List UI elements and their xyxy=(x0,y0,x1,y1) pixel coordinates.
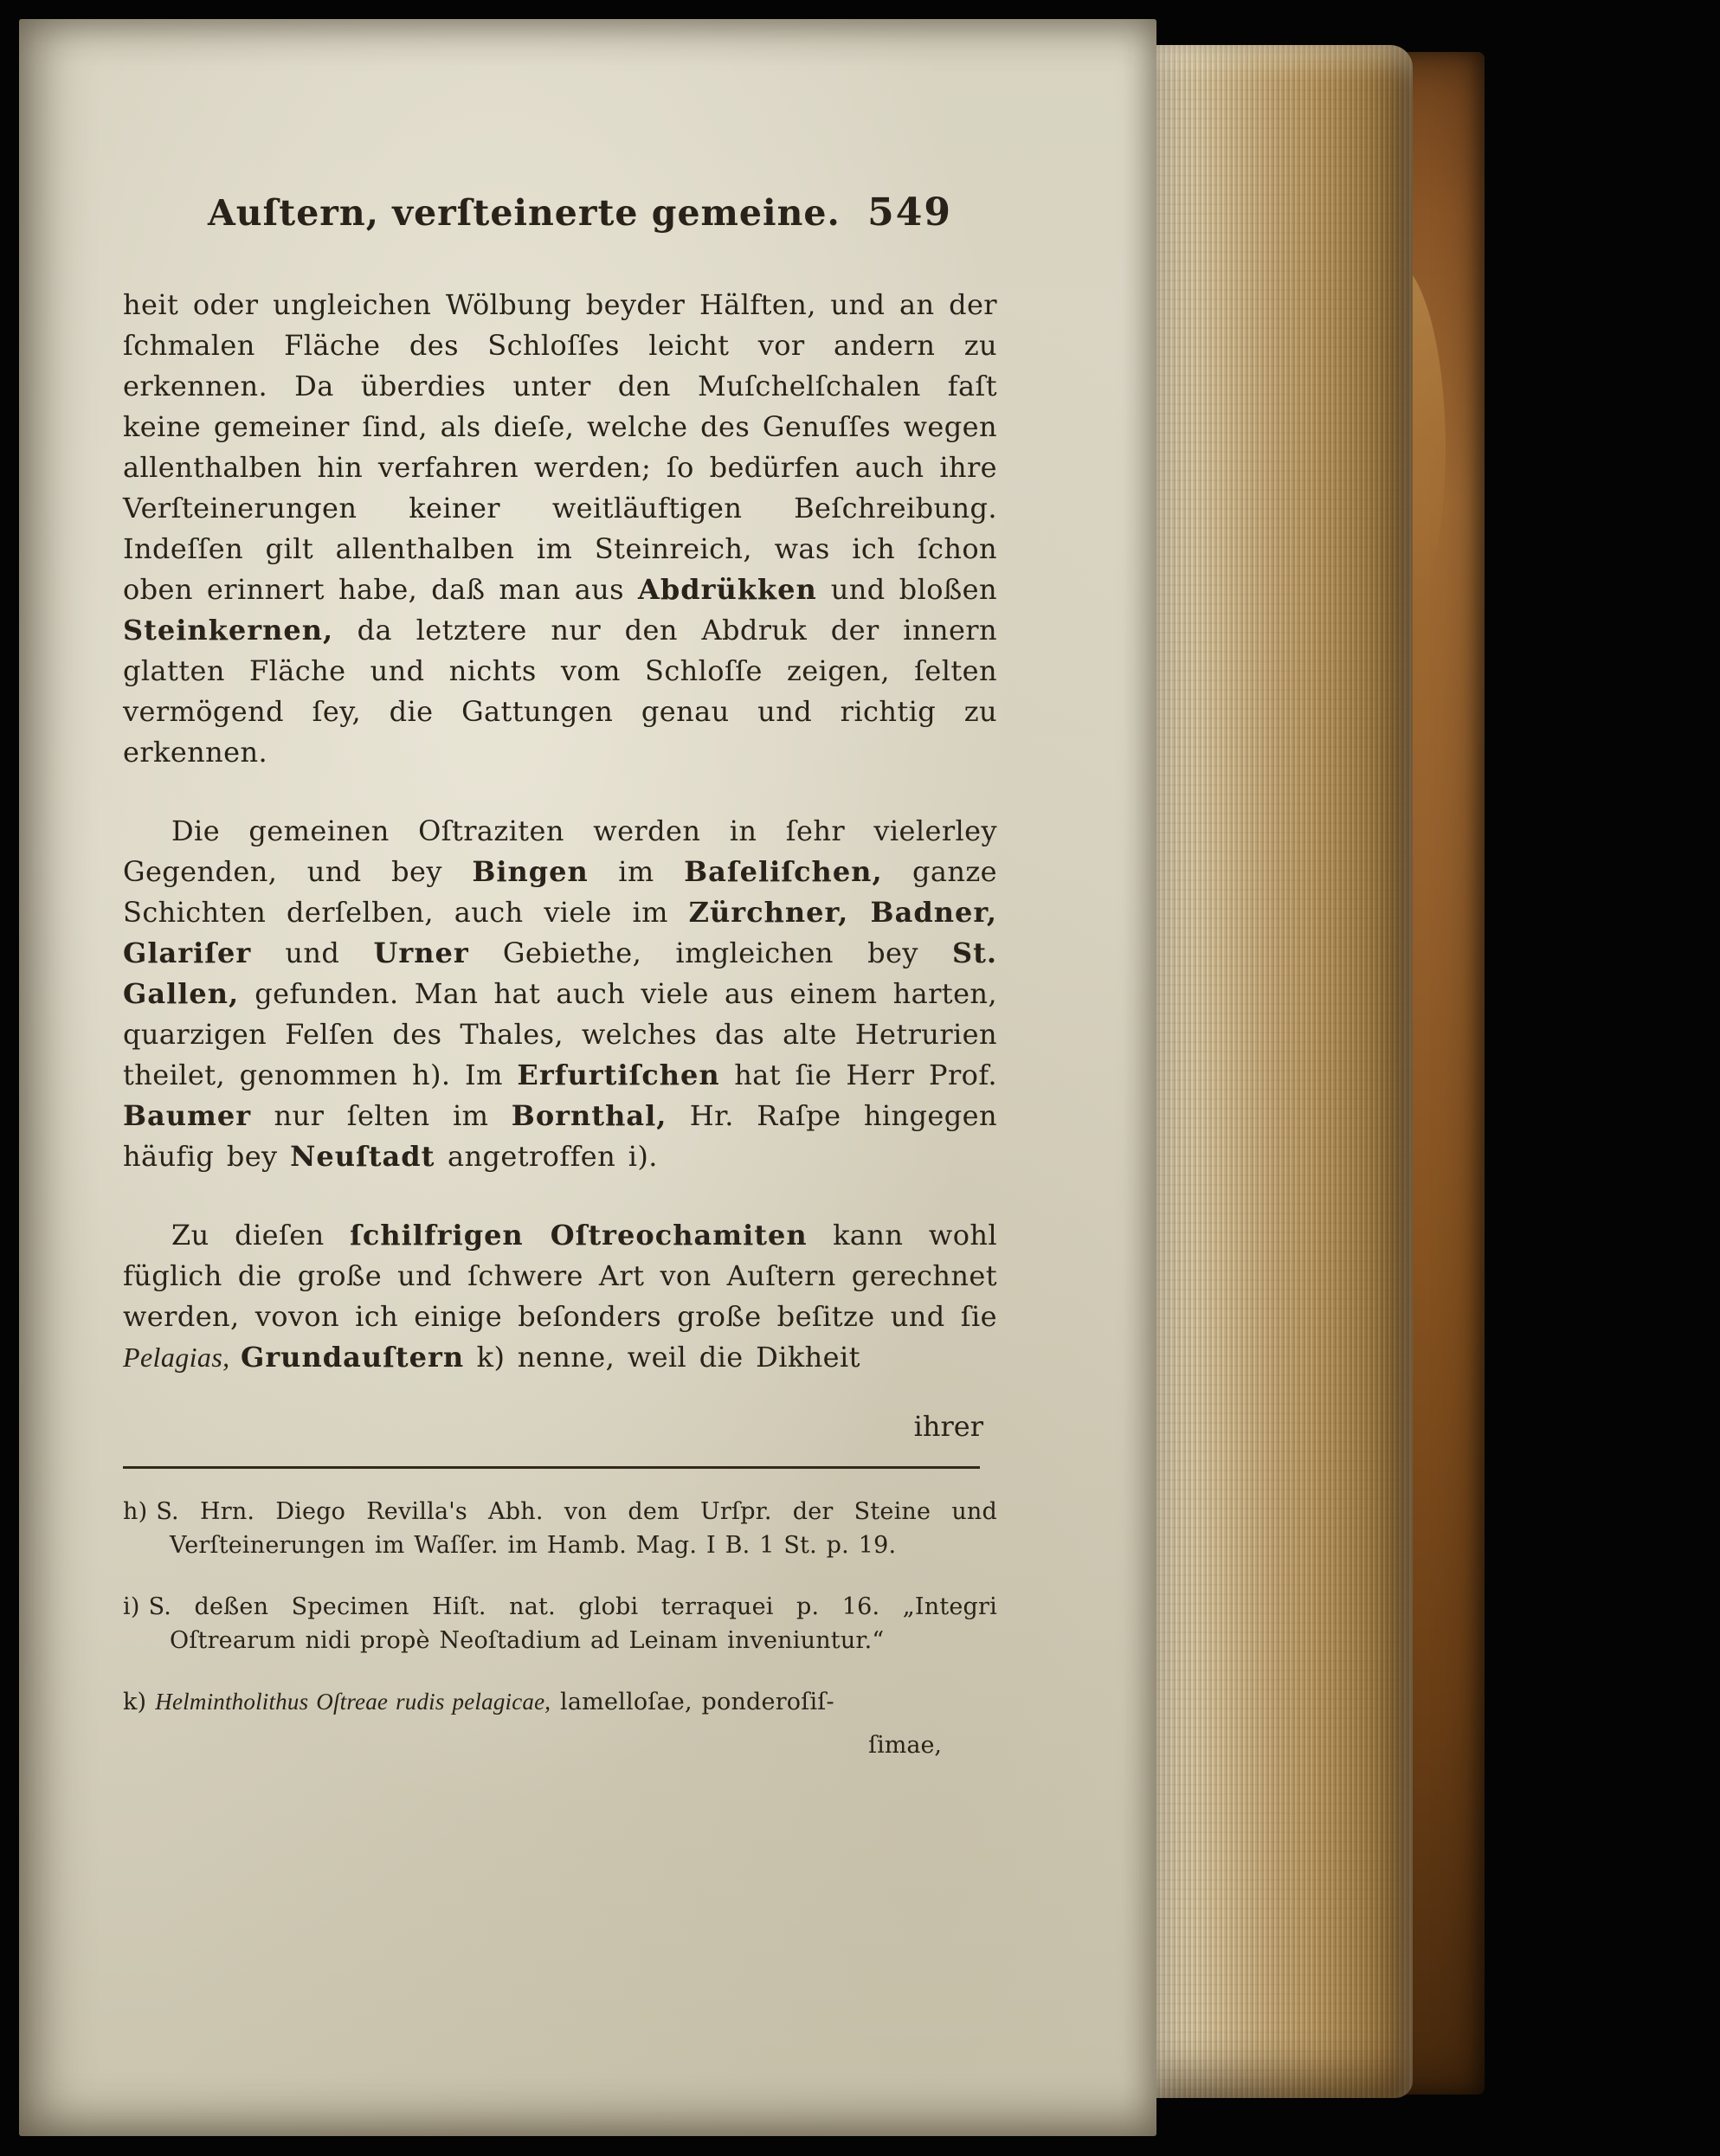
body-paragraph-2 xyxy=(123,811,997,1177)
paragraph-text: k) nenne, weil die Dikheit xyxy=(464,1341,860,1374)
emphasized-text: Baſeliſchen, xyxy=(684,855,883,888)
emphasized-text: Erfurtiſchen xyxy=(517,1059,720,1091)
footnote-separator xyxy=(123,1466,980,1469)
paragraph-text: und xyxy=(251,936,374,969)
emphasized-text: Urner xyxy=(373,936,469,969)
paragraph-text: Zu dieſen xyxy=(171,1219,351,1252)
emphasized-text: Abdrükken xyxy=(638,573,817,606)
paragraph-text: nur ſelten im xyxy=(251,1099,512,1132)
body-paragraph-1 xyxy=(123,285,997,773)
catchword: ihrer xyxy=(913,1410,983,1443)
paragraph-text: da letztere nur den Abdruk der innern glatten Fläche und nichts vom Schloſſe zeigen, ſelten vermögend ſey, die Gattungen genau und richtig zu erkennen. xyxy=(123,614,997,769)
paragraph-text: Gebiethe, imgleichen bey xyxy=(468,936,952,969)
footnote-h xyxy=(123,1495,997,1562)
page-stack-fore-edge xyxy=(1153,45,1413,2098)
footnote-text: lamelloſae, ponderoſiſ- xyxy=(551,1689,834,1715)
footnote-continuation: ſimae, xyxy=(868,1732,942,1759)
emphasized-text: Grundauſtern xyxy=(240,1341,465,1374)
paragraph-text: heit oder ungleichen Wölbung beyder Hälften, und an der ſchmalen Fläche des Schloſſes leicht vor andern zu erkennen. Da überdies unter den Muſchelſchalen faſt keine gemeiner ſind, als dieſe, welche des Genuſſes wegen allenthalben hin verfahren werden; ſo bedürfen auch ihre Verſteinerungen keiner weitläuftigen Beſchreibung. Indeſſen gilt allenthalben im Steinreich, was ich ſchon oben erinnert habe, daß man aus xyxy=(123,288,997,606)
paragraph-text: kann wohl füglich die große und ſchwere Art von Auſtern gerechnet werden, vovon ich einige beſonders große beſitze und ſie xyxy=(123,1219,998,1333)
paragraph-text: und bloßen xyxy=(816,573,997,606)
page-number: 549 xyxy=(867,190,952,235)
footnote-text: S. deßen Specimen Hiſt. nat. globi terraquei p. 16. „Integri Oſtrearum nidi propè Neoſtadium ad Leinam inveniuntur.“ xyxy=(148,1593,997,1654)
footnote-marker: i) xyxy=(123,1593,140,1620)
emphasized-text: Bingen xyxy=(472,855,589,888)
paragraph-text: hat ſie Herr Prof. xyxy=(719,1059,997,1091)
paragraph-text: ganze Schichten derſelben, auch viele im xyxy=(123,855,998,929)
emphasized-text: Baumer xyxy=(123,1099,252,1132)
text-column xyxy=(123,190,997,1760)
footnote-marker: k) xyxy=(123,1689,147,1715)
emphasized-text: ſchilfrigen Oſtreochamiten xyxy=(350,1219,808,1252)
paragraph-text: im xyxy=(588,855,685,888)
latin-term: Helmintholithus Oſtreae rudis pelagicae, xyxy=(155,1689,551,1715)
emphasized-text: Steinkernen, xyxy=(123,614,334,647)
running-title: Auſtern, verſteinerte gemeine. xyxy=(208,192,841,234)
latin-term: Pelagias, xyxy=(123,1342,241,1373)
footnote-text: S. Hrn. Diego Revilla's Abh. von dem Urſpr. der Steine und Verſteinerungen im Waſſer. im Hamb. Mag. I B. 1 St. p. 19. xyxy=(156,1498,997,1559)
emphasized-text: Bornthal, xyxy=(511,1099,667,1132)
footnote-k xyxy=(123,1685,997,1719)
paragraph-text: angetroffen i). xyxy=(435,1140,658,1173)
emphasized-text: Zürchner, Badner, Glariſer xyxy=(123,896,998,969)
book-page xyxy=(19,19,1156,2136)
body-paragraph-3 xyxy=(123,1215,997,1378)
footnote-i xyxy=(123,1590,997,1657)
paragraph-text: gefunden. Man hat auch viele aus einem harten, quarzigen Felſen des Thales, welches das alte Hetrurien theilet, genommen h). Im xyxy=(123,977,997,1091)
paragraph-text: Hr. Raſpe hingegen häufig bey xyxy=(123,1099,997,1173)
paragraph-text: Die gemeinen Oſtraziten werden in ſehr vielerley Gegenden, und bey xyxy=(123,814,997,888)
emphasized-text: St. Gallen, xyxy=(123,936,998,1010)
emphasized-text: Neuſtadt xyxy=(290,1140,435,1173)
footnote-marker: h) xyxy=(123,1498,148,1525)
page-header xyxy=(123,190,997,235)
